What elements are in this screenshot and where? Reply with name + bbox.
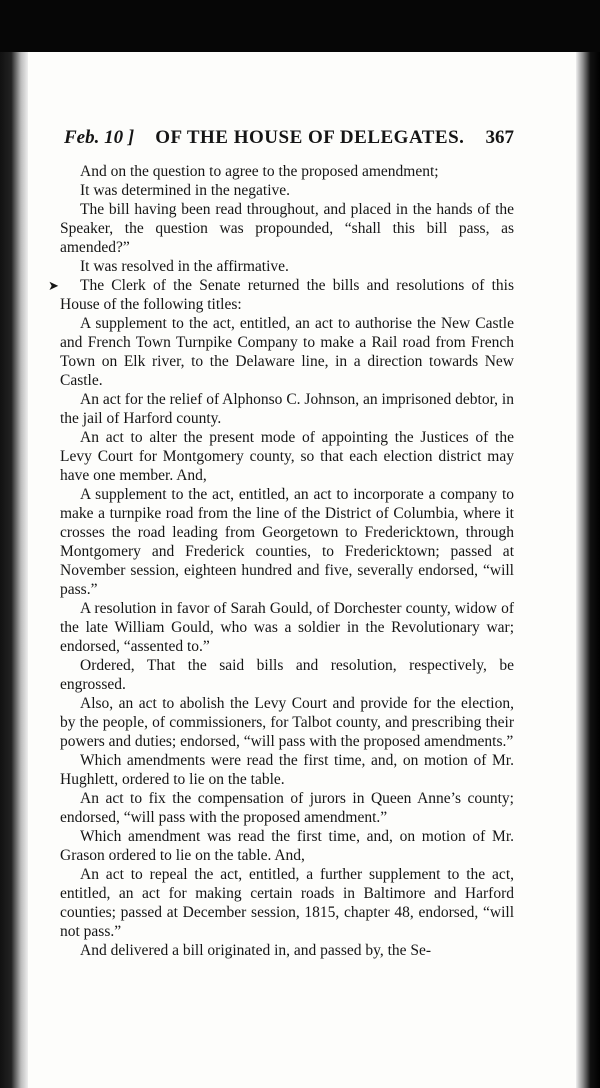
paragraph: And delivered a bill originated in, and passed by, the Se- [80, 942, 432, 959]
paragraph: It was determined in the negative. [80, 182, 291, 199]
paragraph: Also, an act to abolish the Levy Court and provide for the election, by the people, of commissioners, for Talbot county, and prescribing their powers and duties; endorsed, “will pass with the proposed amendments.” [60, 695, 514, 750]
margin-pointer-icon: ➤ [48, 278, 59, 293]
scan-right-border [576, 52, 600, 1088]
header-title: OF THE HOUSE OF DELEGATES. [155, 127, 465, 148]
body-text [60, 162, 514, 960]
paragraph: Ordered, That the said bills and resolution, respectively, be engrossed. [60, 657, 514, 693]
paragraph: An act to alter the present mode of appointing the Justices of the Levy Court for Montgomery county, so that each election district may have one member. And, [60, 429, 514, 484]
paragraph: An act to fix the compensation of jurors in Queen Anne’s county; endorsed, “will pass with the proposed amendment.” [60, 790, 514, 826]
running-header [64, 127, 514, 149]
paragraph: It was resolved in the affirmative. [80, 258, 289, 275]
paragraph: A resolution in favor of Sarah Gould, of Dorchester county, widow of the late William Gould, who was a soldier in the Revolutionary war; endorsed, “assented to.” [60, 600, 514, 655]
page-number: 367 [485, 127, 514, 148]
header-date: Feb. 10 ] [64, 127, 135, 148]
paragraph: And on the question to agree to the proposed amendment; [80, 163, 439, 180]
paragraph: A supplement to the act, entitled, an act to incorporate a company to make a turnpike road from the line of the District of Columbia, where it crosses the road leading from Georgetown to Fredericktown, through Montgomery and Frederick counties, to Fredericktown; passed at November session, eighteen hundred and five, severally endorsed, “will pass.” [60, 486, 514, 598]
paragraph: Which amendments were read the first time, and, on motion of Mr. Hughlett, ordered to lie on the table. [60, 752, 514, 788]
paragraph: An act to repeal the act, entitled, a further supplement to the act, entitled, an act for making certain roads in Baltimore and Harford counties; passed at December session, 1815, chapter 48, endorsed, “will not pass.” [60, 866, 514, 940]
scan-top-border [0, 0, 600, 52]
paragraph: Which amendment was read the first time, and, on motion of Mr. Grason ordered to lie on the table. And, [60, 828, 514, 864]
book-spine-shadow [0, 52, 28, 1088]
paragraph: The bill having been read throughout, and placed in the hands of the Speaker, the question was propounded, “shall this bill pass, as amended?” [60, 201, 514, 256]
paragraph: A supplement to the act, entitled, an act to authorise the New Castle and French Town Turnpike Company to make a Rail road from French Town on Elk river, to the Delaware line, in a direction towards New Castle. [60, 315, 514, 389]
paragraph: An act for the relief of Alphonso C. Johnson, an imprisoned debtor, in the jail of Harford county. [60, 391, 514, 427]
paragraph: The Clerk of the Senate returned the bills and resolutions of this House of the following titles: [60, 277, 514, 313]
